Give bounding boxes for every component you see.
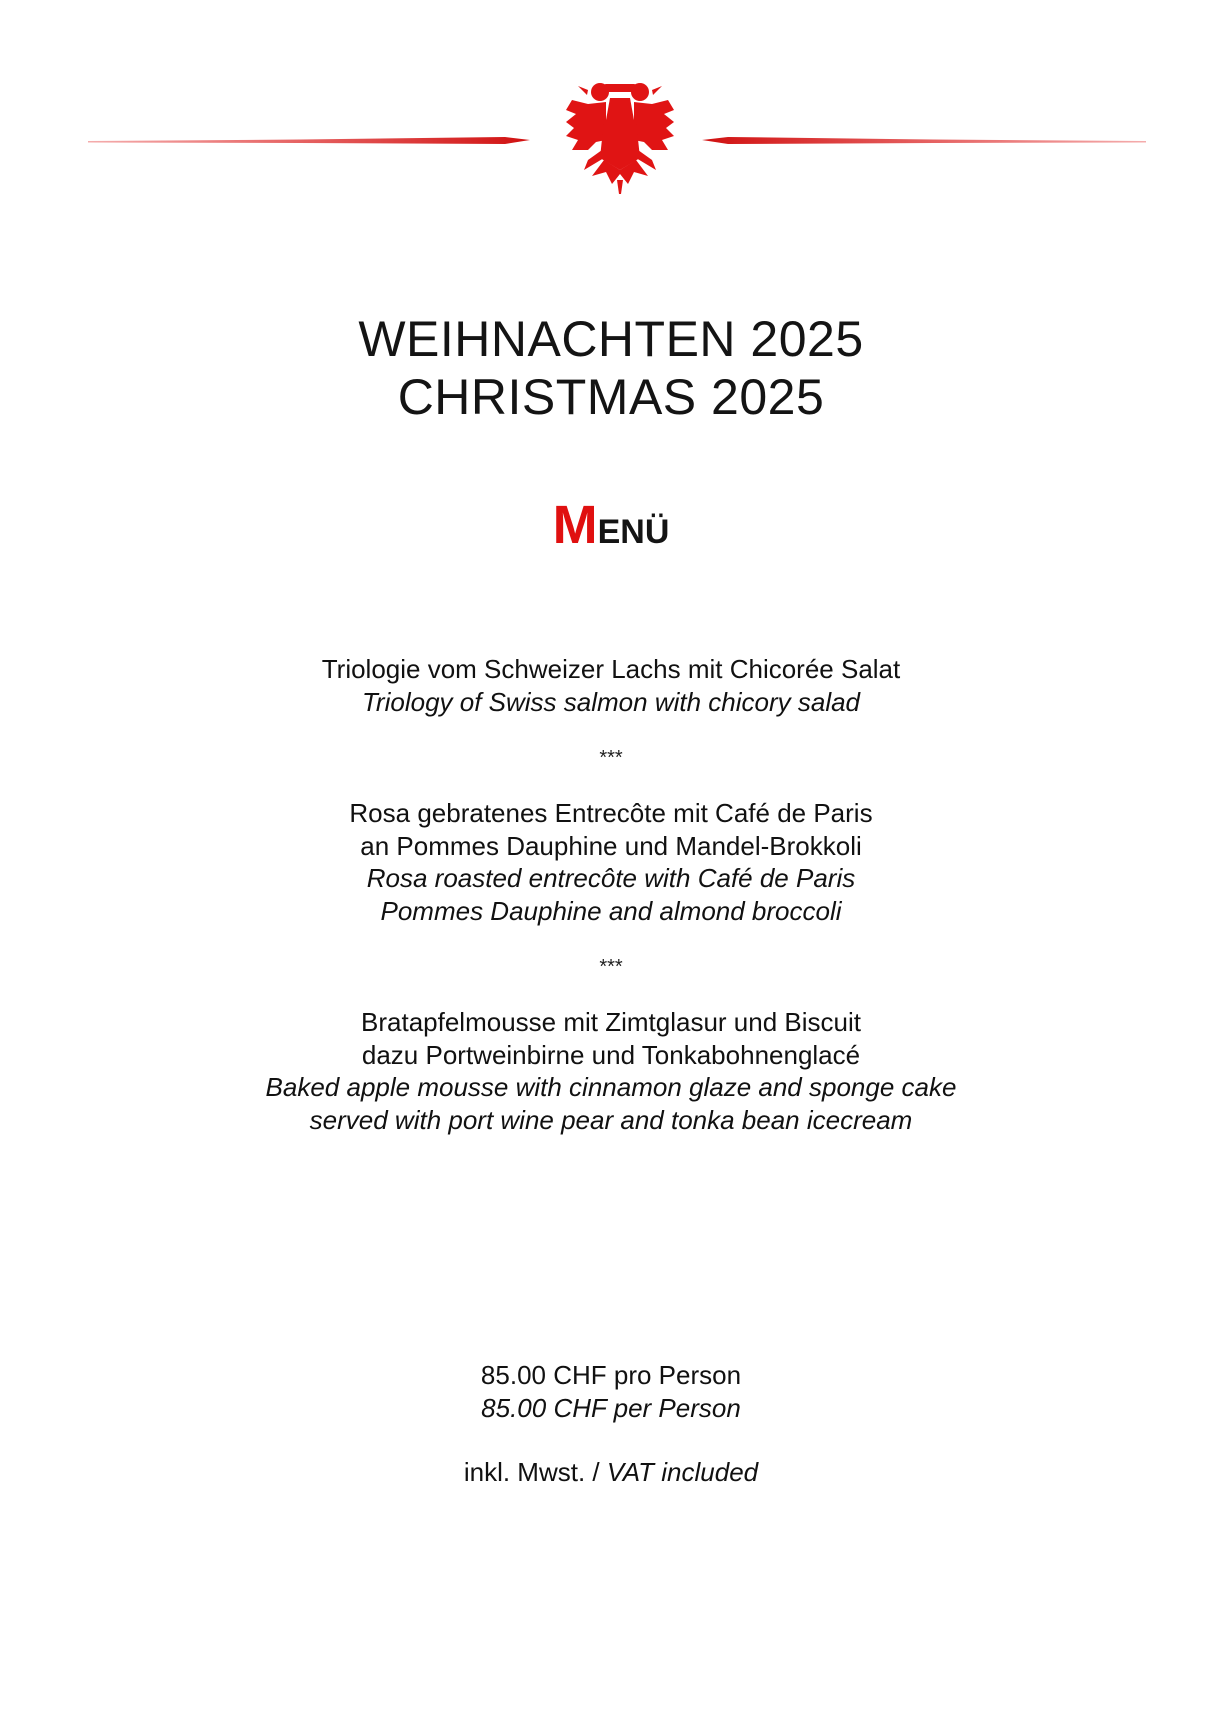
course-de-line: dazu Portweinbirne und Tonkabohnenglacé [361,1039,861,1070]
course-list [0,653,1222,1136]
course-de-line: Bratapfelmousse mit Zimtglasur und Biscuit [361,1007,861,1037]
course-en-line: Rosa roasted entrecôte with Café de Paris [366,863,856,893]
red-eagle-emblem [566,83,674,194]
vat-english: VAT included [606,1457,759,1487]
course-de-line: an Pommes Dauphine und Mandel-Brokkoli [360,830,862,861]
course-en-line: Pommes Dauphine and almond broccoli [380,895,842,926]
course-en-line: served with port wine pear and tonka bean icecream [309,1104,913,1135]
course-de-line: Rosa gebratenes Entrecôte mit Café de Paris [349,798,873,828]
menu-heading-rest: ENÜ [597,513,670,551]
header-ornament [0,80,1222,210]
right-flourish-line [702,137,1146,144]
course-de-line: Triologie vom Schweizer Lachs mit Chicorée Salat [321,654,901,684]
title-block [0,310,1222,426]
menu-heading [0,495,1222,569]
vat-german: inkl. Mwst. / [463,1457,607,1487]
course-starter [0,653,1222,718]
course-en-line: Triology of Swiss salmon with chicory salad [361,686,861,717]
price-german: 85.00 CHF pro Person [480,1360,742,1390]
price-english: 85.00 CHF per Person [481,1392,741,1423]
left-flourish-line [88,137,530,144]
course-separator: *** [599,956,623,978]
menu-heading-initial: M [552,495,598,555]
course-separator: *** [599,747,623,769]
title-german: WEIHNACHTEN 2025 [358,311,864,367]
vat-note [0,1456,1222,1489]
title-english: CHRISTMAS 2025 [397,369,825,425]
course-en-line: Baked apple mousse with cinnamon glaze and sponge cake [265,1072,957,1102]
course-dessert [0,1006,1222,1136]
price-block [0,1359,1222,1489]
course-main [0,797,1222,927]
